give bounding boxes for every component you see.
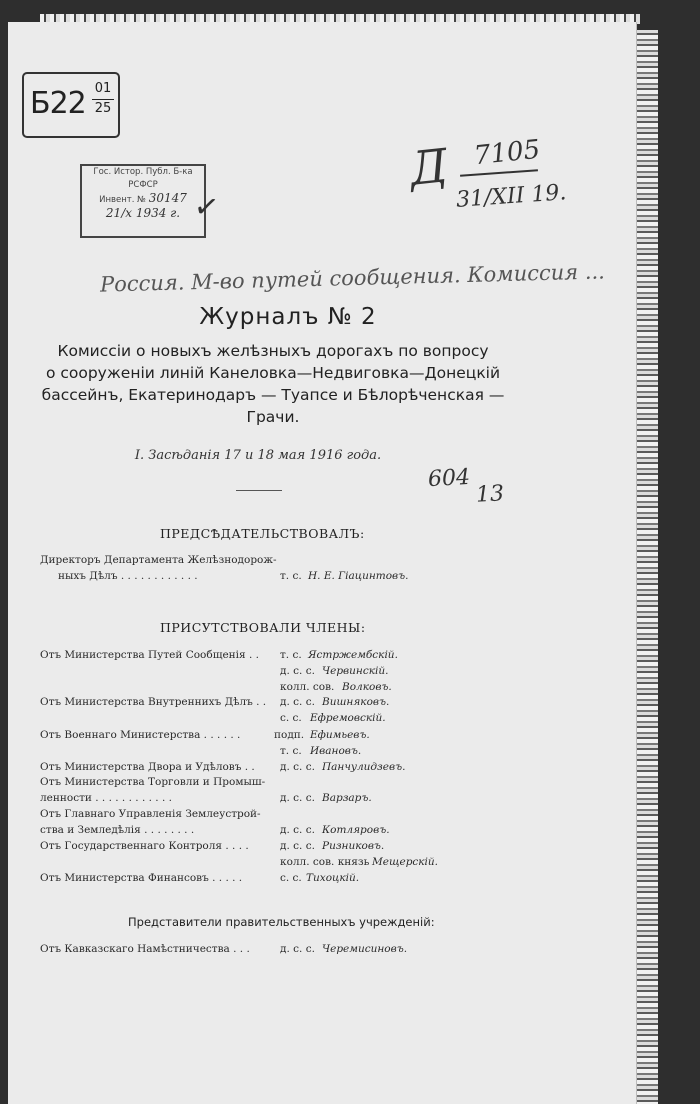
member-rank: с. с.	[280, 872, 302, 884]
member-rank: д. с. с.	[280, 665, 315, 677]
member-row	[40, 872, 420, 887]
stamp-line1: Гос. Истор. Публ. Б-ка	[93, 167, 193, 177]
member-name: Котляровъ.	[322, 824, 390, 836]
stamp-inventory	[82, 192, 204, 207]
member-row	[40, 681, 420, 696]
subtitle-line: бассейнъ, Екатеринодаръ — Туапсе и Бѣлорѣченская —	[41, 386, 505, 404]
folio-number: 604	[427, 464, 471, 493]
member-rank: д. с. с.	[280, 761, 315, 773]
catalog-number: 7105	[472, 134, 542, 172]
member-name: Тихоцкій.	[306, 872, 360, 884]
member-row	[40, 856, 439, 871]
representative-name: Черемисиновъ.	[322, 943, 408, 955]
catalog-date: 31/XII 19.	[455, 180, 568, 213]
members-heading: ПРИСУТСТВОВАЛИ ЧЛЕНЫ:	[160, 620, 366, 635]
member-name: Панчулидзевъ.	[322, 761, 406, 773]
shelfmark-main: Б22	[30, 86, 86, 121]
subtitle-line: о сооруженіи линій Канеловка—Недвиговка—Донецкій	[45, 364, 501, 382]
member-org: Отъ Министерства Путей Сообщенія . .	[40, 649, 260, 661]
member-name: Червинскій.	[322, 665, 389, 677]
member-row	[40, 761, 420, 776]
member-name: Ястржембскій.	[308, 649, 398, 661]
shelfmark-fraction	[92, 80, 114, 118]
folio-sub: 13	[475, 481, 505, 508]
member-name: Мещерскій.	[372, 856, 439, 868]
member-row	[40, 776, 420, 791]
stamp-date: 21/х 1934 г.	[105, 206, 181, 220]
divider	[236, 490, 282, 491]
member-org: Отъ Главнаго Управленія Землеустрой-	[40, 808, 261, 820]
member-rank: д. с. с.	[280, 792, 315, 804]
chairman-heading: ПРЕДСѢДАТЕЛЬСТВОВАЛЪ:	[160, 526, 365, 541]
member-org: ленности . . . . . . . . . . . .	[40, 792, 172, 804]
library-stamp	[80, 164, 206, 238]
member-row	[40, 808, 420, 823]
member-name: Вишняковъ.	[322, 696, 390, 708]
member-row	[40, 840, 420, 855]
stamp-inventory-label: Инвент. №	[99, 195, 147, 205]
member-org: Отъ Министерства Торговли и Промыш-	[40, 776, 266, 788]
subtitle-line: Грачи.	[246, 408, 300, 426]
member-row	[40, 712, 420, 727]
shelfmark-bar	[92, 99, 114, 100]
member-name: Ефремовскій.	[310, 712, 386, 724]
representative-org: Отъ Кавказскаго Намѣстничества . . .	[40, 943, 250, 955]
member-row	[40, 729, 420, 744]
member-org: Отъ Военнаго Министерства . . . . . .	[40, 729, 241, 741]
shelfmark-top: 01	[94, 81, 112, 96]
chairman-title-line2: ныхъ Дѣлъ . . . . . . . . . . . .	[58, 570, 198, 582]
member-rank: д. с. с.	[280, 696, 315, 708]
chairman-name: Н. Е. Гіацинтовъ.	[308, 570, 409, 582]
catalog-mark: Д	[407, 138, 451, 196]
member-org: Отъ Министерства Двора и Удѣловъ . .	[40, 761, 255, 773]
member-rank: д. с. с.	[280, 824, 315, 836]
member-rank: колл. сов. князь	[280, 856, 370, 868]
member-name: Ефимьевъ.	[310, 729, 370, 741]
member-rank: д. с. с.	[280, 840, 315, 852]
page-edge-right	[636, 30, 658, 1104]
member-org: ства и Земледѣлія . . . . . . . .	[40, 824, 195, 836]
chairman-row-2	[40, 570, 420, 585]
subtitle-line: Комиссіи о новыхъ желѣзныхъ дорогахъ по вопросу	[57, 342, 489, 360]
member-org: Отъ Министерства Финансовъ . . . . .	[40, 872, 243, 884]
member-name: Ивановъ.	[310, 745, 362, 757]
stamp-inventory-number: 30147	[148, 191, 187, 205]
member-rank: колл. сов.	[280, 681, 335, 693]
member-row	[40, 745, 420, 760]
member-rank: т. с.	[280, 745, 302, 757]
stamp-line2: РСФСР	[128, 180, 158, 190]
member-rank: подп.	[274, 729, 305, 741]
representative-row	[40, 943, 420, 958]
document-subtitle	[38, 340, 508, 428]
member-name: Волковъ.	[342, 681, 392, 693]
handwritten-subject: Россия. М-во путей сообщения. Комиссия ...	[99, 259, 606, 297]
session-dates: I. Засѣданія 17 и 18 мая 1916 года.	[134, 448, 382, 463]
member-org: Отъ Министерства Внутреннихъ Дѣлъ . .	[40, 696, 267, 708]
member-row	[40, 665, 420, 680]
member-rank: т. с.	[280, 649, 302, 661]
check-mark-icon: ✓	[191, 188, 222, 227]
member-org: Отъ Государственнаго Контроля . . . .	[40, 840, 249, 852]
chairman-title-line1: Директоръ Департамента Желѣзнодорож-	[40, 554, 277, 566]
member-row	[40, 696, 420, 711]
representatives-heading: Представители правительственныхъ учрежденій:	[128, 915, 435, 929]
document-page	[8, 22, 636, 1104]
shelfmark-bottom: 25	[94, 101, 112, 116]
member-row	[40, 649, 420, 664]
member-rank: с. с.	[280, 712, 302, 724]
chairman-rank: т. с.	[280, 570, 302, 582]
representative-rank: д. с. с.	[280, 943, 315, 955]
shelfmark-stamp	[22, 72, 120, 138]
member-row	[40, 792, 420, 807]
document-title: Журналъ № 2	[199, 304, 377, 330]
member-name: Ризниковъ.	[322, 840, 385, 852]
chairman-row-1	[40, 554, 420, 569]
member-name: Варзаръ.	[322, 792, 372, 804]
catalog-underline	[460, 169, 538, 176]
member-row	[40, 824, 420, 839]
